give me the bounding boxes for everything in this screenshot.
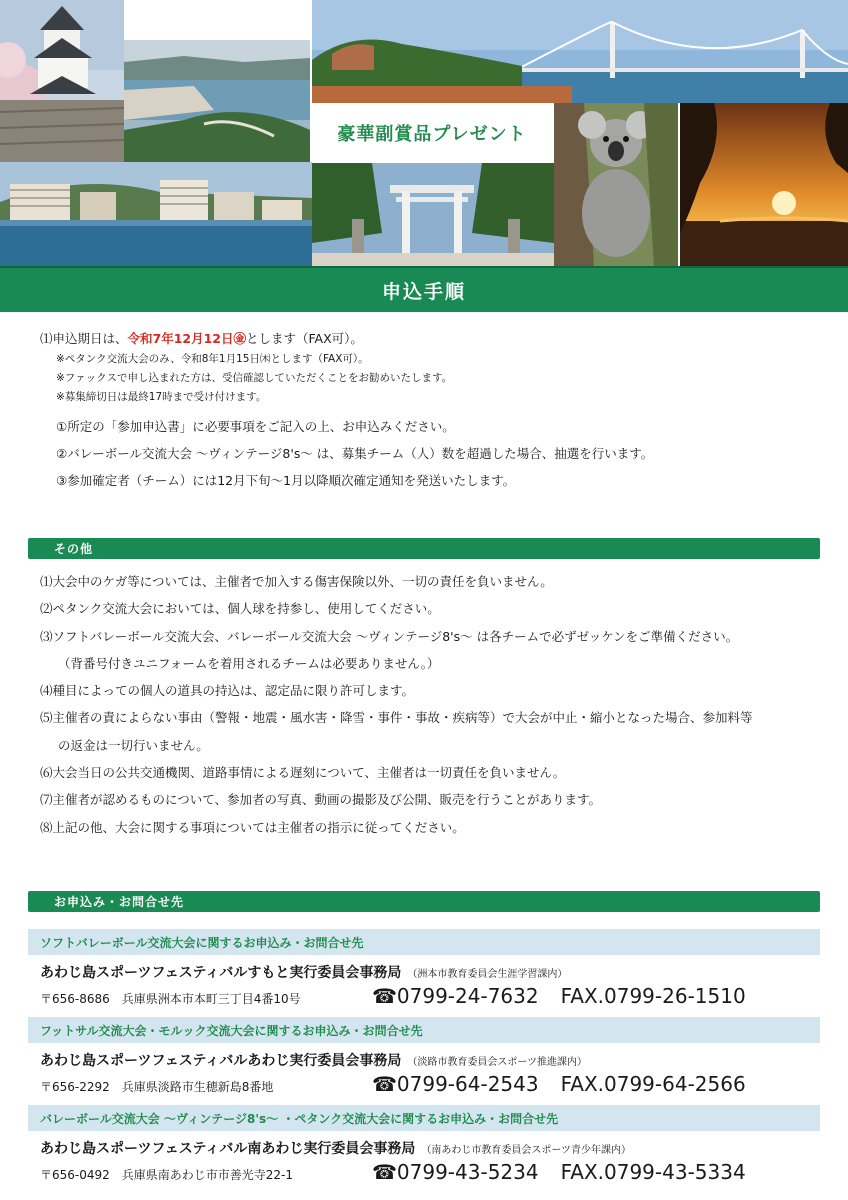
bridge-photo <box>312 0 848 103</box>
other-header <box>28 538 820 559</box>
other-item-continuation: （背番号付きユニフォームを着用されるチームは必要ありません。） <box>58 655 440 671</box>
other-item: ⑶ソフトバレーボール交流大会、バレーボール交流大会 ～ヴィンテージ8's～ は各チームで必ずゼッケンをご準備ください。 <box>40 628 739 644</box>
shrine-photo <box>312 163 554 266</box>
deadline-line <box>40 330 820 348</box>
sunset-photo <box>680 103 848 266</box>
procedure-steps <box>40 413 820 494</box>
contact-org: あわじ島スポーツフェスティバルすもと実行委員会事務局 <box>40 965 402 981</box>
deadline-note: ※ペタンク交流大会のみ、令和8年1月15日㈭とします（FAX可）。 <box>56 353 369 365</box>
other-item-continuation: の返金は一切行いません。 <box>58 737 209 753</box>
contacts-title: お申込み・お問合せ先 <box>54 895 185 909</box>
contact-fax: FAX.0799-26-1510 <box>560 984 746 1008</box>
contact-address: 〒656-0492 兵庫県南あわじ市市善光寺22-1 <box>40 1168 294 1182</box>
deadline-prefix: ⑴申込期日は、 <box>40 331 128 346</box>
deadline-note: ※ファックスで申し込まれた方は、受信確認していただくことをお勧めいたします。 <box>56 372 453 384</box>
contact-heading: バレーボール交流大会 ～ヴィンテージ8's～ ・ペタンク交流大会に関するお申込み・お問合せ先 <box>40 1111 559 1126</box>
contact-phone[interactable]: ☎0799-24-7632 <box>372 984 539 1008</box>
contact-address: 〒656-2292 兵庫県淡路市生穂新島8番地 <box>40 1080 274 1094</box>
contact-org: あわじ島スポーツフェスティバルあわじ実行委員会事務局 <box>40 1053 402 1069</box>
contact-address-line <box>28 984 820 1008</box>
prize-label: 豪華副賞品プレゼント <box>337 124 527 145</box>
procedure-section <box>40 330 820 494</box>
contact-name-line <box>28 962 820 982</box>
prize-banner <box>312 103 552 163</box>
hotels-photo <box>0 162 312 266</box>
other-list <box>40 568 830 841</box>
contact-heading: フットサル交流大会・モルック交流大会に関するお申込み・お問合せ先 <box>40 1023 423 1038</box>
deadline-note: ※募集締切日は最終17時まで受け付けます。 <box>56 391 267 403</box>
contact-address-line <box>28 1160 820 1184</box>
other-item: ⑷種目によっての個人の道具の持込は、認定品に限り許可します。 <box>40 683 415 699</box>
contact-dept: （南あわじ市教育委員会スポーツ青少年課内） <box>421 1145 631 1156</box>
contact-fax: FAX.0799-64-2566 <box>560 1072 746 1096</box>
contact-address: 〒656-8686 兵庫県洲本市本町三丁目4番10号 <box>40 992 301 1006</box>
other-item: ⑵ペタンク交流大会においては、個人球を持参し、使用してください。 <box>40 601 440 617</box>
deadline-suffix: とします（FAX可）。 <box>246 331 363 346</box>
contact-phone[interactable]: ☎0799-43-5234 <box>372 1160 539 1184</box>
coastal-town-photo <box>124 40 310 162</box>
procedure-step: ②バレーボール交流大会 ～ヴィンテージ8's～ は、募集チーム（人）数を超過した場合、抽選を行います。 <box>56 446 654 461</box>
other-item: ⑴大会中のケガ等については、主催者で加入する傷害保険以外、一切の責任を負いません。 <box>40 574 553 589</box>
procedure-step: ①所定の「参加申込書」に必要事項をご記入の上、お申込みください。 <box>56 419 455 434</box>
contact-address-line <box>28 1072 820 1096</box>
contact-heading: ソフトバレーボール交流大会に関するお申込み・お問合せ先 <box>40 935 364 950</box>
deadline-date: 令和7年12月12日㊎ <box>127 331 247 346</box>
contacts-header <box>28 891 820 912</box>
procedure-title: 申込手順 <box>381 280 466 303</box>
koala-photo <box>554 103 678 266</box>
contact-dept: （淡路市教育委員会スポーツ推進課内） <box>407 1057 587 1068</box>
contact-heading-bar <box>28 1017 820 1043</box>
contact-dept: （洲本市教育委員会生涯学習課内） <box>407 969 568 980</box>
contact-heading-bar <box>28 929 820 955</box>
contact-block <box>28 929 820 1008</box>
other-item: ⑸主催者の責によらない事由（警報・地震・風水害・降雪・事件・事故・疾病等）で大会が中止・縮小となった場合、参加料等 <box>40 710 753 726</box>
other-title: その他 <box>54 542 94 556</box>
contact-phone[interactable]: ☎0799-64-2543 <box>372 1072 539 1096</box>
deadline-notes <box>40 350 820 407</box>
contact-heading-bar <box>28 1105 820 1131</box>
procedure-step: ③参加確定者（チーム）には12月下旬～1月以降順次確定通知を発送いたします。 <box>56 473 516 488</box>
contact-org: あわじ島スポーツフェスティバル南あわじ実行委員会事務局 <box>40 1141 416 1157</box>
castle-photo <box>0 0 124 162</box>
contact-name-line <box>28 1138 820 1158</box>
contact-block <box>28 1105 820 1184</box>
other-item: ⑻上記の他、大会に関する事項については主催者の指示に従ってください。 <box>40 819 465 835</box>
procedure-header <box>0 266 848 312</box>
contact-fax: FAX.0799-43-5334 <box>560 1160 746 1184</box>
other-item: ⑹大会当日の公共交通機関、道路事情による遅刻について、主催者は一切責任を負いません。 <box>40 765 566 781</box>
contact-block <box>28 1017 820 1096</box>
contact-name-line <box>28 1050 820 1070</box>
other-item: ⑺主催者が認めるものについて、参加者の写真、動画の撮影及び公開、販売を行うことがあります。 <box>40 792 602 808</box>
